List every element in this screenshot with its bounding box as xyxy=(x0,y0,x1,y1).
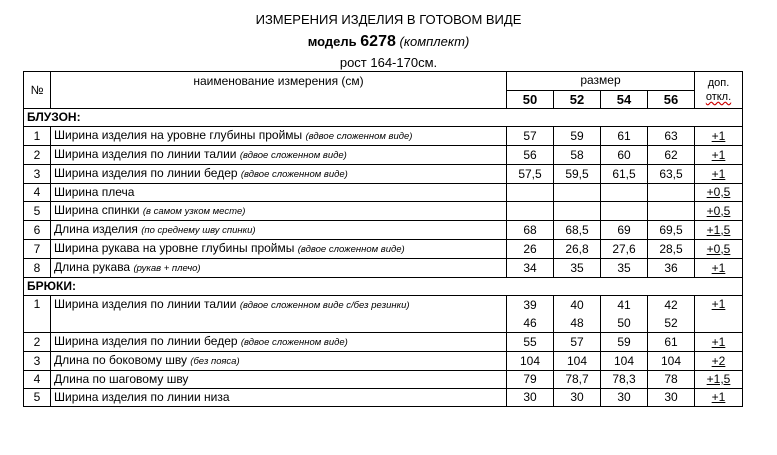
measurement-name xyxy=(51,352,507,371)
measurement-label: Ширина изделия на уровне глубины проймы xyxy=(54,128,303,142)
model-suffix: (комплект) xyxy=(399,34,470,49)
measurement-note: (вдвое сложенном виде) xyxy=(305,131,413,142)
value-cell: 28,5 xyxy=(648,240,695,259)
value-cell: 56 xyxy=(507,146,554,165)
measurement-note: (вдвое сложенном виде) xyxy=(240,337,348,348)
value-line: 52 xyxy=(664,316,678,330)
measurement-name xyxy=(51,333,507,352)
value-cell xyxy=(601,184,648,202)
size-50: 50 xyxy=(507,90,554,109)
size-56: 56 xyxy=(648,90,695,109)
measurement-note: (без пояса) xyxy=(190,356,240,367)
value-cell: 68 xyxy=(507,221,554,240)
tolerance-value: +1 xyxy=(711,147,726,162)
value-cell: 78,3 xyxy=(601,371,648,389)
value-cell xyxy=(601,296,648,333)
tolerance-value: +1 xyxy=(711,260,726,275)
measurement-name xyxy=(51,184,507,202)
tolerance-cell xyxy=(695,146,743,165)
table-row xyxy=(24,240,743,259)
tolerance-cell xyxy=(695,352,743,371)
value-cell: 27,6 xyxy=(601,240,648,259)
measurement-label: Длина изделия xyxy=(54,222,138,236)
value-cell: 63 xyxy=(648,127,695,146)
tolerance-cell xyxy=(695,333,743,352)
value-cell: 57,5 xyxy=(507,165,554,184)
model-line xyxy=(0,34,777,50)
value-line: 40 xyxy=(570,298,584,312)
measurements-table xyxy=(23,71,743,407)
measurement-name xyxy=(51,202,507,221)
value-cell: 104 xyxy=(601,352,648,371)
tolerance-value: +2 xyxy=(711,353,726,368)
row-number: 6 xyxy=(24,221,51,240)
value-cell: 63,5 xyxy=(648,165,695,184)
value-cell: 60 xyxy=(601,146,648,165)
value-line: 50 xyxy=(617,316,631,330)
height-range: рост 164-170см. xyxy=(339,55,438,70)
value-cell: 78 xyxy=(648,371,695,389)
value-cell xyxy=(554,296,601,333)
value-line: 42 xyxy=(664,298,678,312)
row-number: 4 xyxy=(24,371,51,389)
tolerance-value: +1 xyxy=(711,166,726,181)
value-cell: 59 xyxy=(601,333,648,352)
tolerance-cell xyxy=(695,259,743,278)
value-cell: 35 xyxy=(554,259,601,278)
value-cell xyxy=(507,202,554,221)
value-cell: 57 xyxy=(554,333,601,352)
tolerance-value: +0,5 xyxy=(706,185,731,199)
table-row xyxy=(24,333,743,352)
tolerance-cell xyxy=(695,240,743,259)
tolerance-cell xyxy=(695,389,743,407)
col-name-header: наименование измерения (см) xyxy=(51,72,507,109)
row-number: 2 xyxy=(24,333,51,352)
table-row xyxy=(24,389,743,407)
measurement-note: (вдвое сложенном виде) xyxy=(297,244,405,255)
row-number: 5 xyxy=(24,202,51,221)
row-number: 3 xyxy=(24,352,51,371)
measurement-label: Ширина спинки xyxy=(54,203,140,217)
table-row xyxy=(24,165,743,184)
measurement-name xyxy=(51,127,507,146)
value-cell: 30 xyxy=(648,389,695,407)
value-cell xyxy=(507,184,554,202)
value-line: 41 xyxy=(617,298,631,312)
value-cell: 59,5 xyxy=(554,165,601,184)
value-cell xyxy=(554,202,601,221)
value-cell: 34 xyxy=(507,259,554,278)
section-row xyxy=(24,278,743,296)
value-cell: 69 xyxy=(601,221,648,240)
section-title: БЛУЗОН: xyxy=(24,109,743,127)
tolerance-cell xyxy=(695,202,743,221)
value-line: 48 xyxy=(570,316,584,330)
value-cell: 69,5 xyxy=(648,221,695,240)
value-cell: 26 xyxy=(507,240,554,259)
measurement-label: Ширина изделия по линии талии xyxy=(54,297,237,311)
table-row xyxy=(24,184,743,202)
value-cell xyxy=(507,296,554,333)
tolerance-cell xyxy=(695,165,743,184)
measurement-note: (в самом узком месте) xyxy=(142,206,246,217)
measurement-name xyxy=(51,240,507,259)
measurement-label: Ширина рукава на уровне глубины проймы xyxy=(54,241,295,255)
row-number: 3 xyxy=(24,165,51,184)
value-cell: 62 xyxy=(648,146,695,165)
value-line: 39 xyxy=(523,298,537,312)
measurement-label: Ширина изделия по линии талии xyxy=(54,147,237,161)
value-cell xyxy=(648,184,695,202)
value-cell: 61 xyxy=(648,333,695,352)
value-cell: 35 xyxy=(601,259,648,278)
value-cell: 58 xyxy=(554,146,601,165)
value-cell: 59 xyxy=(554,127,601,146)
measurement-label: Длина по шаговому шву xyxy=(54,372,189,386)
tolerance-value: +1,5 xyxy=(706,222,731,237)
row-number: 1 xyxy=(24,296,51,333)
value-cell: 55 xyxy=(507,333,554,352)
section-title: БРЮКИ: xyxy=(24,278,743,296)
row-number: 5 xyxy=(24,389,51,407)
measurement-name xyxy=(51,221,507,240)
measurement-note: (вдвое сложенном виде с/без резинки) xyxy=(239,300,410,311)
tolerance-cell xyxy=(695,296,743,333)
row-number: 7 xyxy=(24,240,51,259)
measurement-note: (вдвое сложенном виде) xyxy=(240,169,348,180)
row-number: 2 xyxy=(24,146,51,165)
measurement-name xyxy=(51,371,507,389)
col-num-header: № xyxy=(24,72,51,109)
tolerance-value: +1 xyxy=(711,128,726,143)
row-number: 1 xyxy=(24,127,51,146)
tolerance-value: +1 xyxy=(711,334,726,349)
table-row xyxy=(24,259,743,278)
value-line: 46 xyxy=(523,316,537,330)
value-cell: 57 xyxy=(507,127,554,146)
tolerance-value: +1 xyxy=(711,390,726,404)
measurement-label: Ширина изделия по линии бедер xyxy=(54,166,238,180)
value-cell: 104 xyxy=(648,352,695,371)
value-cell: 104 xyxy=(507,352,554,371)
col-dop-header xyxy=(695,72,743,109)
row-number: 8 xyxy=(24,259,51,278)
value-cell: 30 xyxy=(601,389,648,407)
value-cell xyxy=(554,184,601,202)
tolerance-value: +0,5 xyxy=(706,203,731,218)
measurement-name xyxy=(51,389,507,407)
value-cell: 36 xyxy=(648,259,695,278)
value-cell: 26,8 xyxy=(554,240,601,259)
measurement-name xyxy=(51,146,507,165)
table-row xyxy=(24,371,743,389)
tolerance-value: +1,5 xyxy=(706,372,731,386)
table-row xyxy=(24,221,743,240)
table-row xyxy=(24,202,743,221)
document-title: ИЗМЕРЕНИЯ ИЗДЕЛИЯ В ГОТОВОМ ВИДЕ xyxy=(255,12,522,27)
measurement-note: (вдвое сложенном виде) xyxy=(239,150,347,161)
measurement-name xyxy=(51,165,507,184)
value-cell: 78,7 xyxy=(554,371,601,389)
value-cell: 79 xyxy=(507,371,554,389)
size-54: 54 xyxy=(601,90,648,109)
value-cell: 30 xyxy=(507,389,554,407)
measurement-name xyxy=(51,296,507,333)
table-row xyxy=(24,296,743,333)
size-52: 52 xyxy=(554,90,601,109)
table-row xyxy=(24,352,743,371)
row-number: 4 xyxy=(24,184,51,202)
measurement-name xyxy=(51,259,507,278)
measurement-label: Длина по боковому шву xyxy=(54,353,187,367)
header-row xyxy=(24,72,743,91)
measurement-label: Ширина изделия по линии бедер xyxy=(54,334,238,348)
measurement-note: (рукав + плечо) xyxy=(133,263,201,274)
tolerance-cell xyxy=(695,184,743,202)
section-row xyxy=(24,109,743,127)
measurement-note: (по среднему шву спинки) xyxy=(141,225,256,236)
value-cell: 104 xyxy=(554,352,601,371)
value-cell xyxy=(601,202,648,221)
value-cell: 61 xyxy=(601,127,648,146)
value-cell: 61,5 xyxy=(601,165,648,184)
model-number: 6278 xyxy=(360,33,396,50)
model-prefix: модель xyxy=(307,34,357,49)
tolerance-value: +1 xyxy=(711,297,726,311)
measurement-label: Длина рукава xyxy=(54,260,131,274)
tolerance-cell xyxy=(695,127,743,146)
col-size-header: размер xyxy=(507,72,695,91)
value-cell: 30 xyxy=(554,389,601,407)
table-row xyxy=(24,146,743,165)
value-cell xyxy=(648,296,695,333)
table-row xyxy=(24,127,743,146)
dop-bottom: откл. xyxy=(705,91,732,103)
measurement-label: Ширина плеча xyxy=(54,185,135,199)
tolerance-value: +0,5 xyxy=(706,241,731,256)
measurement-label: Ширина изделия по линии низа xyxy=(54,390,230,404)
value-cell: 68,5 xyxy=(554,221,601,240)
dop-top: доп. xyxy=(707,77,730,89)
tolerance-cell xyxy=(695,371,743,389)
tolerance-cell xyxy=(695,221,743,240)
value-cell xyxy=(648,202,695,221)
